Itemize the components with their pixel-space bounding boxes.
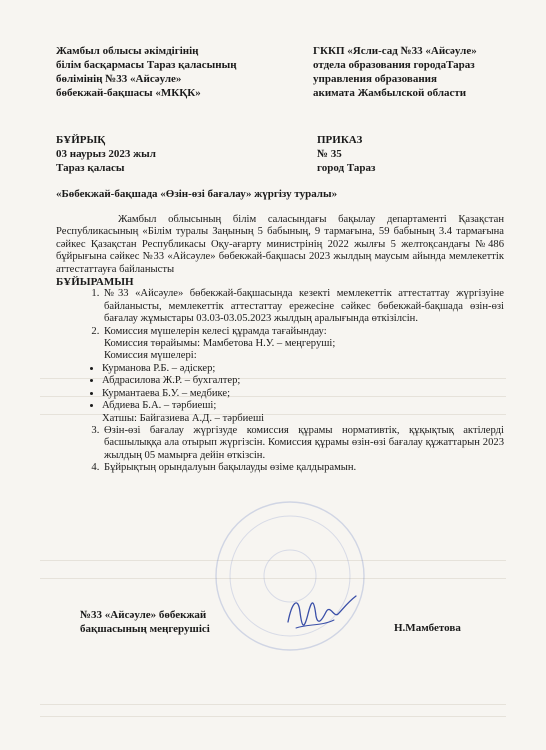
member-item: • Абдиева Б.А. – тәрбиеші;: [102, 400, 504, 412]
order-title: БҰЙРЫҚ: [56, 134, 106, 146]
commission-members-label: Комиссия мүшелері:: [104, 350, 197, 362]
order-item-3: 3. Өзін-өзі бағалау жүргізуде комиссия құрамы нормативтік, құқықтық актілерді басшылыққа ала отырып жүргізсін. Комиссия құрамы өзін-өзі бағалау құжаттарын 2023 жылдың 05 мамырға дейін өткізсін.: [102, 425, 504, 462]
order-item-1: 1. №33 «Айсәуле» бөбекжай-бақшасында кезекті мемлекеттік аттестаттау жүргізуіне байланысты, мемлекеттік аттестаттау ережесіне сәйкес бөбекжай-бақшада өзін-өзі бағалау жұмыстары 03.03-03.05.2023 жылдың аралығында өткізілсін.: [102, 288, 504, 325]
order-title: ПРИКАЗ: [317, 134, 363, 146]
order-items-continued: [56, 425, 504, 475]
header-line: отдела образования городаТараз: [313, 59, 475, 71]
member-item: • Курманова Р.Б. – әдіскер;: [102, 363, 504, 375]
order-date: 03 наурыз 2023 жыл: [56, 148, 156, 160]
order-item-4: 4. Бұйрықтың орындалуын бақылауды өзіме қалдырамын.: [102, 462, 504, 474]
header-line: акимата Жамбылской области: [313, 87, 467, 99]
commission-intro: 2. Комиссия мүшелерін келесі құрамда тағайындау:: [104, 325, 327, 337]
member-item: • Абдрасилова Ж.Р. – бухгалтер;: [102, 375, 504, 387]
signatory-line: №33 «Айсәуле» бөбекжай: [80, 609, 207, 621]
bleed-through-line: [40, 716, 506, 717]
header-line: управления образования: [313, 73, 437, 85]
header-line: білім басқармасы Тараз қаласының: [56, 59, 237, 71]
order-item-2: [102, 326, 504, 363]
intro-paragraph: Жамбыл облысының білім саласындағы бақылау департаменті Қазақстан Республикасының «Білім туралы Заңының 5 бабының, 9 тармағына, 59 бабының 3.4 тармағына сәйкес Қазақстан Республикасы Оқу-ағарту министрінің 2022 жылғы 5 желтоқсандағы №486 бұйрығына сәйкес №33 «Айсәуле» бөбекжай-бақшасы 2023 жылдың маусым айында мемлекеттік аттестаттауға байланысты: [56, 214, 504, 275]
order-number: № 35: [317, 148, 342, 160]
header-line: бөлімінің №33 «Айсәуле»: [56, 73, 182, 85]
header-kazakh: [56, 44, 296, 100]
members-list: [56, 363, 504, 413]
handwritten-signature-icon: [282, 590, 362, 640]
header-line: Жамбыл облысы әкімдігінің: [56, 45, 199, 57]
secretary-line: Хатшы: Байгазиева А.Д. – тәрбиеші: [102, 412, 265, 424]
header-line: ГККП «Ясли-сад №33 «Айсәуле»: [313, 45, 477, 57]
commission-chair: Комиссия төрайымы: Мамбетова Н.У. – меңгеруші;: [104, 338, 336, 350]
signatory-title: [80, 608, 280, 636]
bleed-through-line: [40, 704, 506, 705]
member-item: • Курмантаева Б.У. – медбике;: [102, 388, 504, 400]
document-subject: «Бөбекжай-бақшада «Өзін-өзі бағалау» жүргізу туралы»: [56, 188, 338, 200]
order-items: [56, 288, 504, 362]
signatory-line: бақшасының меңгерушісі: [80, 623, 210, 635]
document-body: [56, 214, 504, 475]
order-block-russian: [317, 133, 517, 175]
header-russian: [313, 44, 513, 100]
order-city: город Тараз: [317, 162, 376, 174]
orders-heading: БҰЙЫРАМЫН: [56, 276, 134, 289]
header-line: бөбекжай-бақшасы «МКҚК»: [56, 87, 201, 99]
order-block-kazakh: [56, 133, 256, 175]
signatory-name: Н.Мамбетова: [394, 622, 461, 634]
order-city: Тараз қаласы: [56, 162, 125, 174]
